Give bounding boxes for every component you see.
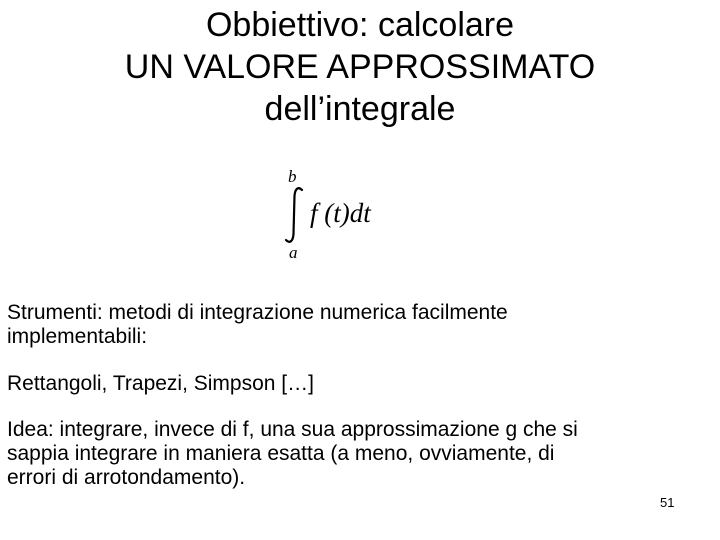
integral-sign-icon: [282, 186, 306, 244]
paragraph-tools: [7, 301, 508, 349]
paragraph-idea: [7, 418, 578, 490]
title-line-3: dell’integrale: [264, 90, 456, 128]
integral-upper-limit: b: [288, 167, 297, 186]
slide-title: [0, 4, 720, 130]
paragraph-methods: [7, 372, 314, 396]
integral-formula: [280, 168, 410, 264]
paragraph-line: Strumenti: metodi di integrazione numerica facilmente: [7, 301, 508, 324]
title-line-2: UN VALORE APPROSSIMATO: [124, 48, 596, 86]
paragraph-line: Idea: integrare, invece di f, una sua approssimazione g che si: [7, 418, 578, 441]
paragraph-line: sappia integrare in maniera esatta (a meno, ovviamente, di: [7, 442, 555, 465]
paragraph-line: implementabili:: [7, 325, 148, 348]
paragraph-line: errori di arrotondamento).: [7, 466, 246, 489]
page-number: 51: [660, 495, 675, 510]
integral-lower-limit: a: [289, 243, 298, 262]
paragraph-line: Rettangoli, Trapezi, Simpson […]: [7, 372, 314, 395]
integrand: f (t)dt: [310, 198, 371, 228]
title-line-1: Obbiettivo: calcolare: [205, 6, 515, 44]
